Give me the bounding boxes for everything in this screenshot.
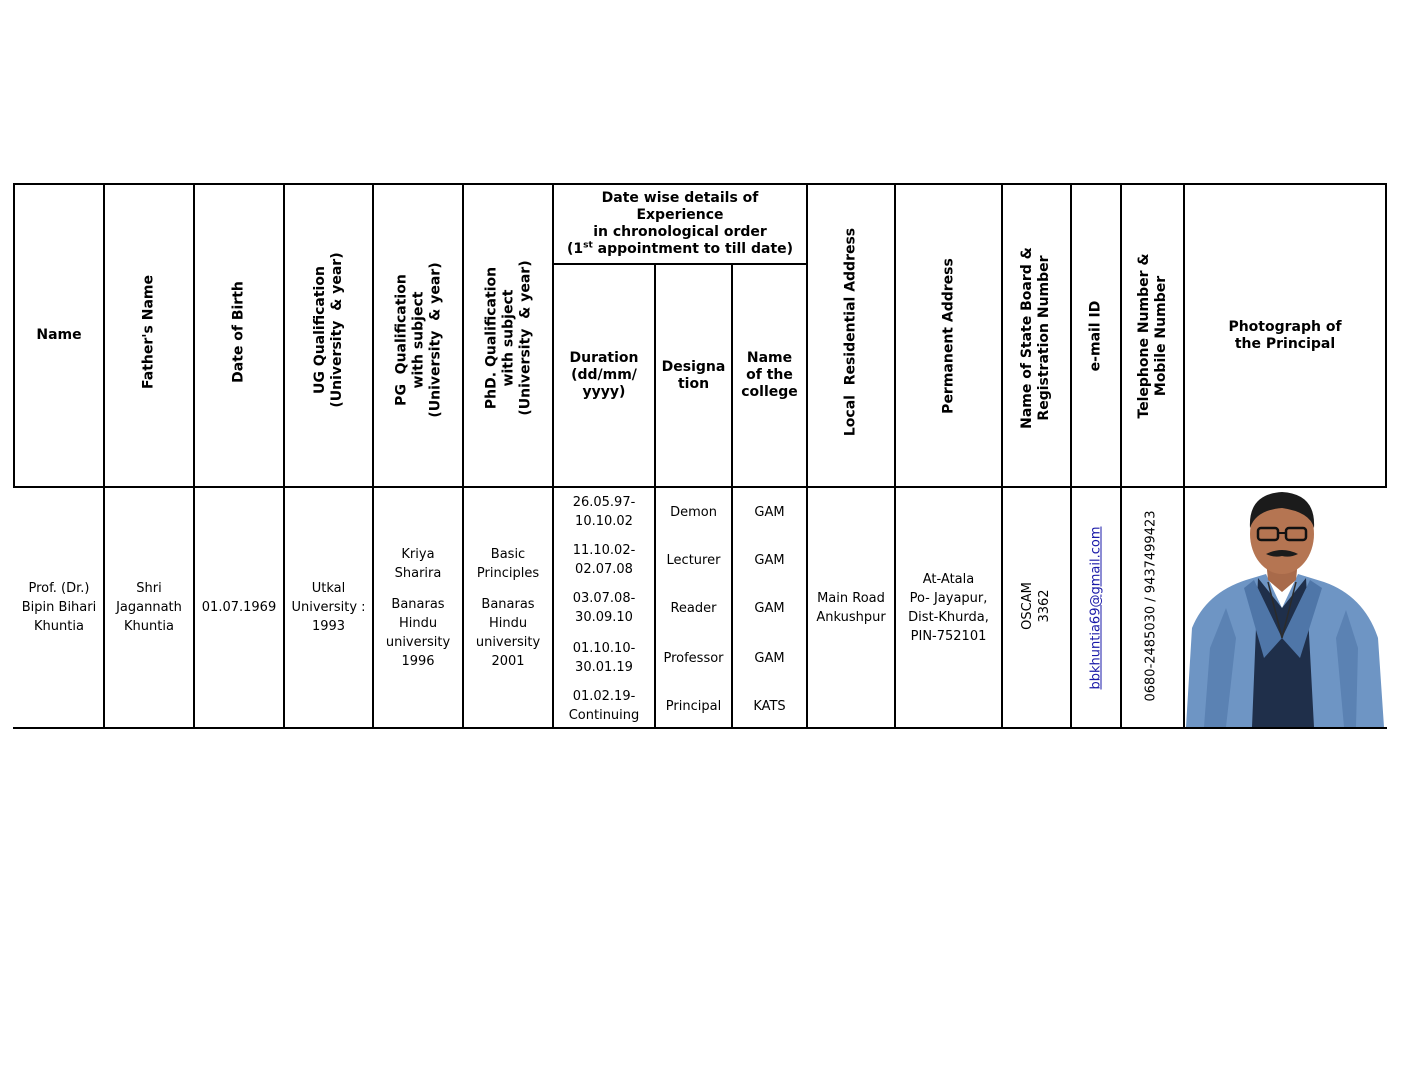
header-telephone: Telephone Number & Mobile Number <box>1136 253 1169 419</box>
cell-date-of-birth: 01.07.1969 <box>201 600 277 615</box>
pg-subject: Kriya Sharira <box>394 546 442 581</box>
col-line-11 <box>1001 183 1003 729</box>
header-fathers-name: Father's Name <box>140 275 157 389</box>
cell-name: Prof. (Dr.) Bipin Bihari Khuntia <box>21 581 97 634</box>
experience-designation-2: Lecturer <box>666 552 721 568</box>
portrait-photo-icon <box>1186 488 1384 727</box>
registration-number: 3362 <box>1037 589 1052 623</box>
cell-permanent-address: At-Atala Po- Jayapur, Dist-Khurda, PIN-752101 <box>908 571 989 644</box>
cell-pg-qualification <box>374 488 462 727</box>
header-experience-line3: in chronological order <box>593 224 767 240</box>
experience-designation-4: Professor <box>663 650 724 666</box>
col-line-13 <box>1120 183 1122 729</box>
experience-designation-5: Principal <box>665 698 722 714</box>
header-designation: Designa tion <box>661 358 726 392</box>
pg-university: Banaras Hindu university 1996 <box>385 596 451 669</box>
experience-college-2: GAM <box>754 552 785 568</box>
experience-college-1: GAM <box>754 504 785 520</box>
header-experience <box>554 185 806 263</box>
experience-duration-2: 11.10.02- 02.07.08 <box>572 543 636 577</box>
cell-ug-qualification: Utkal University : 1993 <box>291 581 366 634</box>
cell-telephone <box>1143 510 1160 701</box>
header-experience-line1: Date wise details of <box>601 190 759 206</box>
phd-university: Banaras Hindu university 2001 <box>475 596 541 669</box>
experience-designation-3: Reader <box>670 600 717 616</box>
header-phd-qualification: PhD. Qualification with subject (University & year) <box>483 260 534 416</box>
header-pg-qualification: PG Qualification with subject (University & year) <box>393 262 444 418</box>
header-permanent-address: Permanent Address <box>940 258 957 414</box>
cell-email <box>1088 527 1105 690</box>
principal-photo <box>1186 488 1384 727</box>
cell-local-address: Main Road Ankushpur <box>816 590 886 625</box>
header-local-address: Local Residential Address <box>842 227 859 437</box>
header-date-of-birth: Date of Birth <box>230 281 247 383</box>
header-ug-qualification: UG Qualification (University & year) <box>312 252 345 408</box>
cell-fathers-name: Shri Jagannath Khuntia <box>116 581 182 634</box>
header-state-board: Name of State Board & Registration Number <box>1019 247 1052 429</box>
experience-duration-3: 03.07.08- 30.09.10 <box>572 591 636 625</box>
header-duration: Duration (dd/mm/ yyyy) <box>569 350 639 400</box>
telephone-number: 0680-2485030 / 9437499423 <box>1143 510 1159 702</box>
header-name-text: Name <box>36 327 82 343</box>
header-college-name: Name of the college <box>741 350 798 400</box>
experience-duration-4: 01.10.10- 30.01.19 <box>572 641 636 675</box>
state-board-name: OSCAM <box>1020 582 1035 630</box>
email-link[interactable]: bbkhuntia69@gmail.com <box>1088 526 1104 690</box>
col-line-12 <box>1070 183 1072 729</box>
header-experience-line2: Experience <box>636 207 724 223</box>
experience-duration-5: 01.02.19- Continuing <box>568 689 640 723</box>
col-line-15 <box>1385 183 1387 487</box>
experience-college-3: GAM <box>754 600 785 616</box>
header-email: e-mail ID <box>1087 300 1104 372</box>
header-name <box>15 185 103 486</box>
cell-phd-qualification <box>464 488 552 727</box>
experience-duration-1: 26.05.97- 10.10.02 <box>572 495 636 529</box>
header-photograph: Photograph of the Principal <box>1228 318 1342 352</box>
experience-college-5: KATS <box>753 698 786 714</box>
experience-designation-1: Demon <box>670 504 717 520</box>
phd-subject: Basic Principles <box>476 546 540 581</box>
experience-college-4: GAM <box>754 650 785 666</box>
cell-state-board <box>1019 582 1053 630</box>
header-experience-line4: (1st appointment to till date) <box>566 240 794 257</box>
